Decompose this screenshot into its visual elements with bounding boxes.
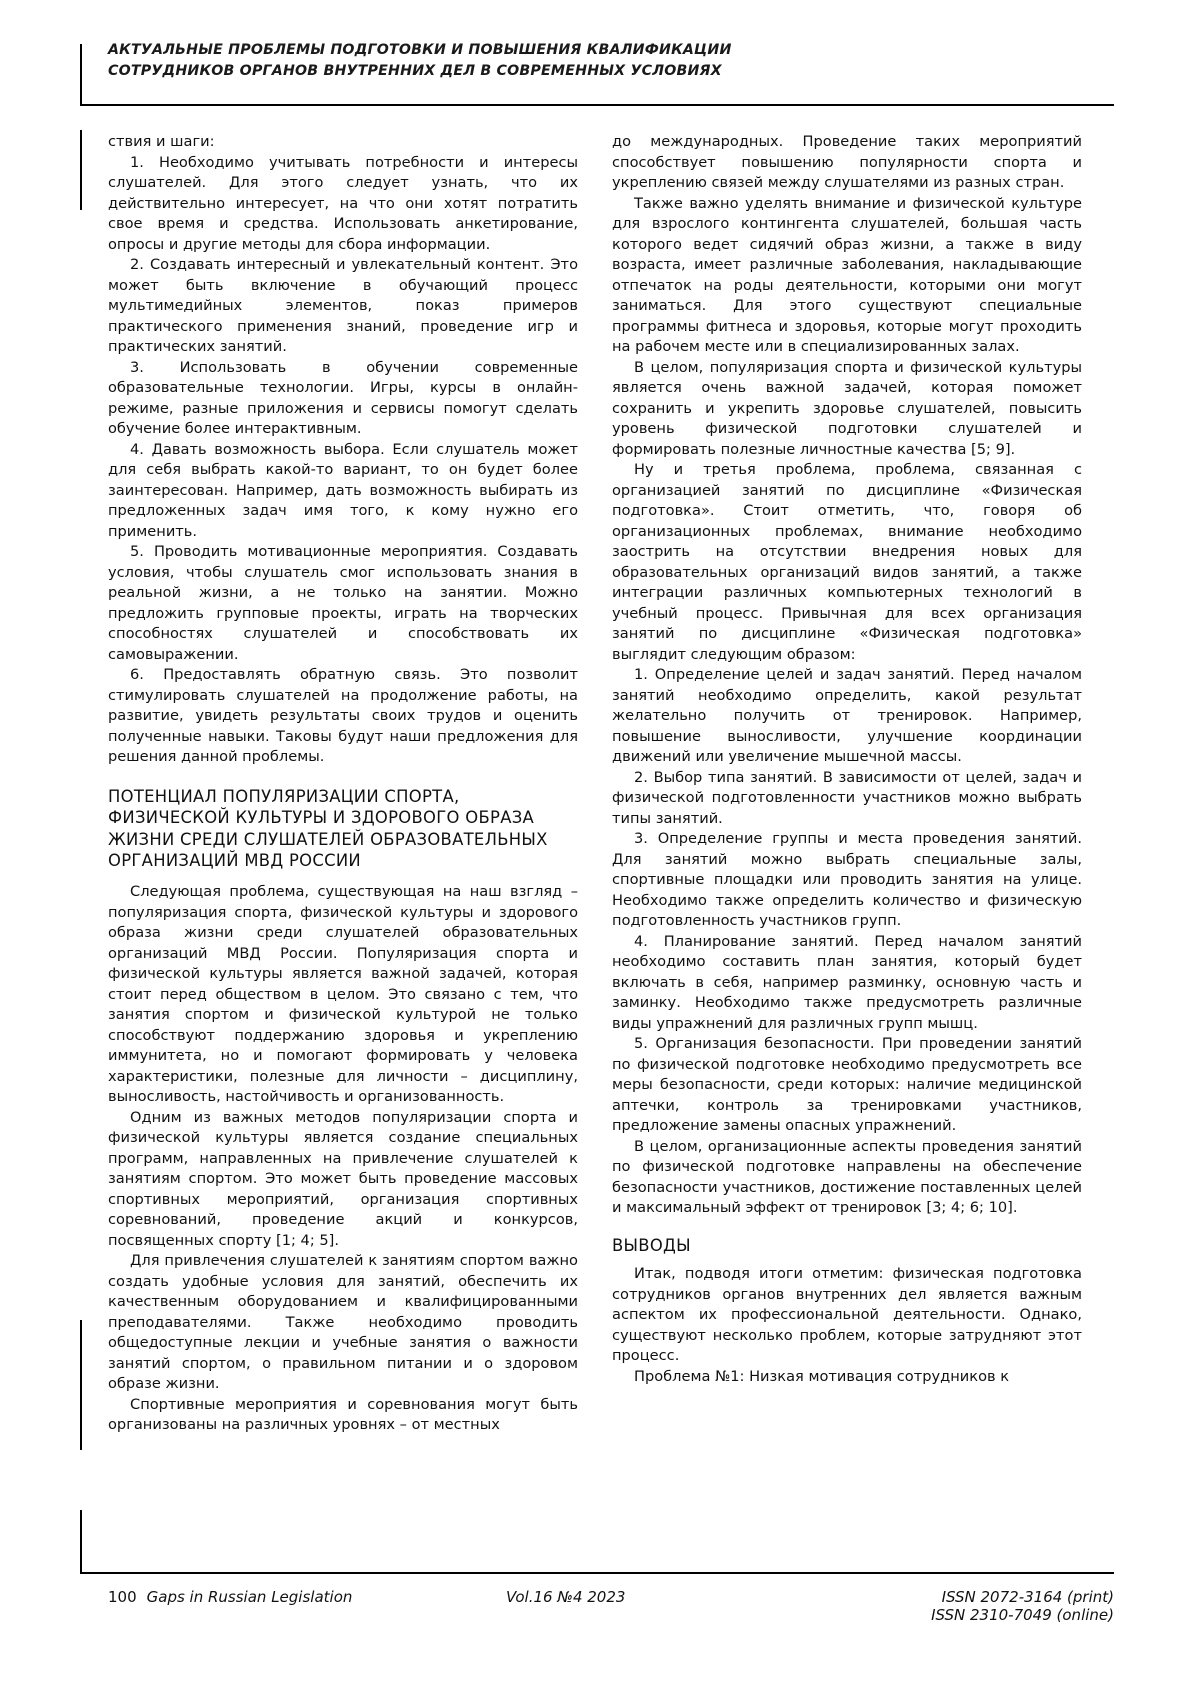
paragraph: В целом, организационные аспекты проведения занятий по физической подготовке направлены на обеспечение безопасности участников, достижение поставленных целей и максимальный эффект от тренировок [3; 4; 6; 10]. [612, 1137, 1082, 1216]
left-accent-rule-upper [80, 130, 82, 210]
paragraph: Для привлечения слушателей к занятиям спортом важно создать удобные условия для занятий, обеспечить их качественным оборудованием и квалифицированными преподавателями. Также необходимо проводить общедоступные лекции и учебные занятия о важности занятий спортом, о правильном питании и о здоровом образе жизни. [108, 1252, 578, 1393]
paragraph: до международных. Проведение таких мероприятий способствует повышению популярности спорта и укреплению связей между слушателями из разных стран. [612, 133, 1082, 191]
paragraph: 6. Предоставлять обратную связь. Это позволит стимулировать слушателей на продолжение работы, на развитие, увидеть результаты своих трудов и оценить полученные навыки. Таковы будут наши предложения для решения данной проблемы. [108, 666, 578, 765]
paragraph: 2. Создавать интересный и увлекательный контент. Это может быть включение в обучающий процесс мультимедийных элементов, показ примеров практического применения знаний, проведение игр и практических занятий. [108, 256, 578, 355]
page-number: 100 [108, 1588, 137, 1606]
running-head-line-2: СОТРУДНИКОВ ОРГАНОВ ВНУТРЕННИХ ДЕЛ В СОВРЕМЕННЫХ УСЛОВИЯХ [108, 62, 722, 79]
left-accent-rule-lower [80, 1320, 82, 1450]
paragraph: Одним из важных методов популяризации спорта и физической культуры является создание специальных программ, направленных на привлечение слушателей к занятиям спортом. Это может быть проведение массовых спортивных мероприятий, организация спортивных соревнований, проведение акций и конкурсов, посвященных спорту [1; 4; 5]. [108, 1108, 578, 1249]
issn-online: ISSN 2310-7049 (online) [931, 1606, 1114, 1624]
paragraph: Также важно уделять внимание и физической культуре для взрослого контингента слушателей, большая часть которого ведет сидячий образ жизни, а также в виду возраста, имеет различные заболевания, накладывающие отпечаток на роды деятельности, которыми они могут заниматься. Для этого существуют специальные программы фитнеса и здоровья, которые могут проходить на рабочем месте или в специализированных залах. [612, 194, 1082, 355]
section-heading: ПОТЕНЦИАЛ ПОПУЛЯРИЗАЦИИ СПОРТА, ФИЗИЧЕСКОЙ КУЛЬТУРЫ И ЗДОРОВОГО ОБРАЗА ЖИЗНИ СРЕДИ СЛУШАТЕЛЕЙ ОБРАЗОВАТЕЛЬНЫХ ОРГАНИЗАЦИЙ МВД РОССИИ [108, 786, 548, 871]
paragraph: 5. Проводить мотивационные мероприятия. Создавать условия, чтобы слушатель смог использовать знания в реальной жизни, а не только на занятии. Можно предложить групповые проекты, играть на творческих способностях слушателей и способствовать их самовыражении. [108, 543, 578, 663]
footer-left [108, 1588, 352, 1606]
footer-right [931, 1588, 1114, 1624]
paragraph: Ну и третья проблема, проблема, связанная с организацией занятий по дисциплине «Физическая подготовка». Стоит отметить, что, говоря об организационных проблемах, внимание необходимо заострить на отсутствии внедрения новых для образовательных организаций видов занятий, а также интеграции различных компьютерных технологий в учебный процесс. Привычная для всех организация занятий по дисциплине «Физическая подготовка» выглядит следующим образом: [612, 461, 1082, 663]
paragraph: 1. Определение целей и задач занятий. Перед началом занятий необходимо определить, какой результат желательно получить от тренировок. Например, повышение выносливости, улучшение координации движений или увеличение мышечной массы. [612, 666, 1082, 765]
paragraph: ствия и шаги: [108, 133, 215, 150]
paragraph: В целом, популяризация спорта и физической культуры является очень важной задачей, которая поможет сохранить и укрепить здоровье слушателей, повысить уровень физической подготовки слушателей и формировать полезные личностные качества [5; 9]. [612, 358, 1082, 458]
header-divider [80, 104, 1114, 106]
paragraph: 1. Необходимо учитывать потребности и интересы слушателей. Для этого следует узнать, что их действительно интересует, на что они хотят потратить свое время и средства. Использовать анкетирование, опросы и другие методы для сбора информации. [108, 153, 578, 253]
right-column [612, 132, 1082, 1387]
journal-title: Gaps in Russian Legislation [146, 1588, 353, 1606]
paragraph: 3. Определение группы и места проведения занятий. Для занятий можно выбрать специальные залы, спортивные площадки или проводить занятия на улице. Необходимо также определить количество и физическую подготовленность участников групп. [612, 830, 1082, 929]
left-accent-rule-footer [80, 1510, 82, 1574]
paragraph: 2. Выбор типа занятий. В зависимости от целей, задач и физической подготовленности участников можно выбрать типы занятий. [612, 768, 1082, 827]
running-head-line-1: АКТУАЛЬНЫЕ ПРОБЛЕМЫ ПОДГОТОВКИ И ПОВЫШЕНИЯ КВАЛИФИКАЦИИ [108, 42, 732, 58]
left-column [108, 132, 578, 1436]
issn-print: ISSN 2072-3164 (print) [941, 1588, 1114, 1606]
paragraph: Итак, подводя итоги отметим: физическая подготовка сотрудников органов внутренних дел является важным аспектом их профессиональной деятельности. Однако, существуют несколько проблем, которые затрудняют этот процесс. [612, 1265, 1082, 1365]
paragraph: 4. Планирование занятий. Перед началом занятий необходимо составить план занятия, который будет включать в себя, например разминку, основную часть и заминку. Необходимо также предусмотреть различные виды упражнений для различных групп мышц. [612, 932, 1082, 1032]
left-accent-rule-top [80, 44, 82, 106]
paragraph: 3. Использовать в обучении современные образовательные технологии. Игры, курсы в онлайн-режиме, разные приложения и сервисы помогут сделать обучение более интерактивным. [108, 358, 578, 437]
paragraph: 5. Организация безопасности. При проведении занятий по физической подготовке необходимо предусмотреть все меры безопасности, среди которых: наличие медицинской аптечки, контроль за тренировками участников, предложение замены опасных упражнений. [612, 1035, 1082, 1134]
section-heading: ВЫВОДЫ [612, 1235, 691, 1255]
footer-volume: Vol.16 №4 2023 [506, 1588, 626, 1606]
paragraph: Проблема №1: Низкая мотивация сотрудников к [634, 1367, 1010, 1385]
paragraph: Следующая проблема, существующая на наш взгляд – популяризация спорта, физической культуры и здорового образа жизни среди слушателей образовательных организаций МВД России. Популяризация спорта и физической культуры является важной задачей, которая стоит перед обществом в целом. Это связано с тем, что занятия спортом и физической культурой не только способствуют поддержанию здоровья и укреплению иммунитета, но и помогают формировать у человека характеристики, полезные для личности – дисциплину, выносливость, настойчивость и организованность. [108, 883, 578, 1106]
running-head [108, 40, 748, 81]
paragraph: Спортивные мероприятия и соревнования могут быть организованы на различных уровнях – от местных [108, 1395, 578, 1434]
paragraph: 4. Давать возможность выбора. Если слушатель может для себя выбрать какой-то вариант, то он будет более заинтересован. Например, дать возможность выбирать из предложенных задач имя того, к кому нужно его применить. [108, 440, 578, 540]
footer-divider [80, 1572, 1114, 1574]
